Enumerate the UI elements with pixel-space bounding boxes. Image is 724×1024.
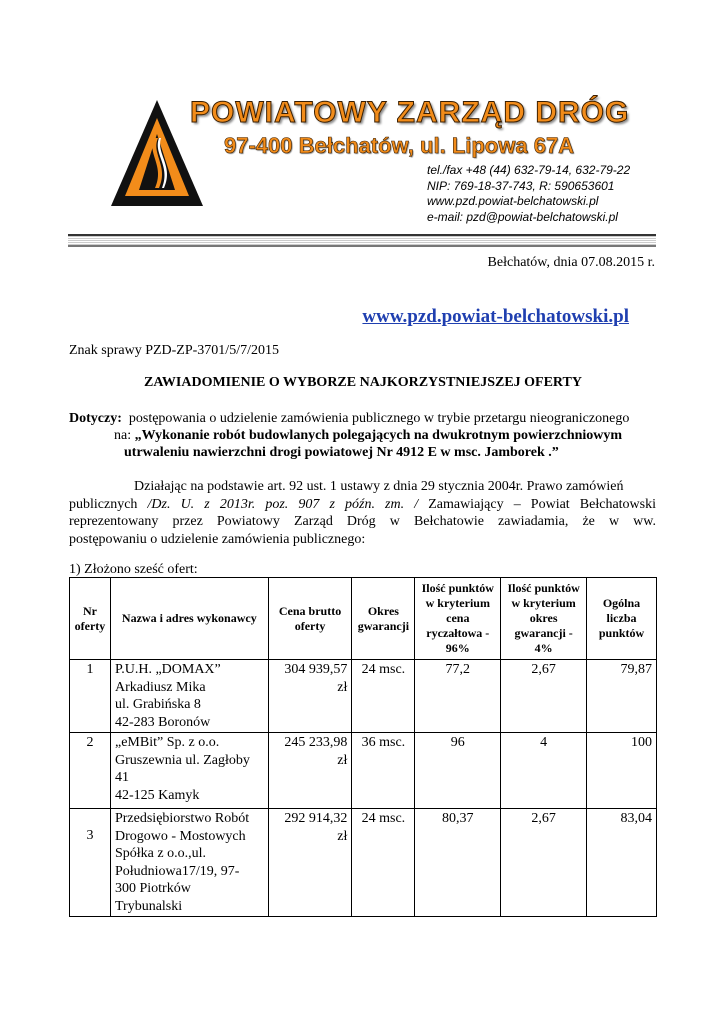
regarding-section [69,410,659,461]
contact-phone: tel./fax +48 (44) 632-79-14, 632-79-22 [427,163,631,177]
contact-email[interactable]: e-mail: pzd@powiat-belchatowski.pl [427,209,618,224]
table-row [70,733,657,809]
cell-warranty-points: 2,67 [501,809,587,917]
website-link[interactable]: www.pzd.powiat-belchatowski.pl [362,306,629,327]
header-warranty-points: Ilość punktów w kryterium okres gwarancji - 4% [501,578,587,660]
cell-nr: 2 [70,733,111,809]
header-divider [68,234,656,247]
header-total: Ogólna liczba punktów [587,578,657,660]
contact-nip: NIP: 769-18-37-743, R: 590653601 [427,178,615,193]
intro-line-3: reprezentowany przez Powiatowy Zarząd Dróg w Bełchatowie zawiadamia, że w ww. [69,514,656,529]
regarding-line-3: utrwaleniu nawierzchni drogi powiatowej Nr 4912 E w msc. Jamborek .” [124,445,559,460]
table-row [70,809,657,917]
cell-price-points: 80,37 [415,809,501,917]
cell-nr: 3 [70,809,111,917]
regarding-prefix: na: [114,428,135,443]
cell-price-points: 77,2 [415,660,501,733]
intro-line-4: postępowaniu o udzielenie zamówienia publicznego: [69,531,366,547]
header-warranty: Okres gwarancji [352,578,415,660]
cell-total: 100 [587,733,657,809]
cell-warranty-points: 2,67 [501,660,587,733]
document-title: ZAWIADOMIENIE O WYBORZE NAJKORZYSTNIEJSZEJ OFERTY [144,375,582,390]
cell-warranty: 36 msc. [352,733,415,809]
intro-paragraph [69,478,656,548]
organization-address: 97-400 Bełchatów, ul. Lipowa 67A [224,133,575,158]
cell-price: 304 939,57 zł [268,660,352,733]
header-nr: Nr oferty [70,578,111,660]
cell-price: 245 233,98 zł [268,733,352,809]
regarding-subject: „Wykonanie robót budowlanych polegających na dwukrotnym powierzchniowym [134,428,623,443]
intro-line-1: Działając na podstawie art. 92 ust. 1 ustawy z dnia 29 stycznia 2004r. Prawo zamówień [134,479,624,494]
cell-contractor: P.U.H. „DOMAX” Arkadiusz Mika ul. Grabińska 8 42-283 Boronów [110,660,268,733]
regarding-label: Dotyczy: [69,411,122,426]
regarding-text: postępowania o udzielenie zamówienia publicznego w trybie przetargu nieograniczonego [128,411,630,426]
cell-price: 292 914,32 zł [268,809,352,917]
header-name: Nazwa i adres wykonawcy [110,578,268,660]
offers-table [69,577,657,917]
cell-warranty: 24 msc. [352,660,415,733]
cell-total: 83,04 [587,809,657,917]
table-row [70,660,657,733]
cell-contractor: „eMBit” Sp. z o.o. Gruszewnia ul. Zagłoby 41 42-125 Kamyk [110,733,268,809]
case-reference: Znak sprawy PZD-ZP-3701/5/7/2015 [69,343,279,358]
contact-www[interactable]: www.pzd.powiat-belchatowski.pl [427,194,599,208]
regarding-line-2 [69,427,659,444]
intro-line-2a: publicznych [69,496,138,512]
regarding-line-1 [69,410,659,427]
header-price-points: Ilość punktów w kryterium cena ryczałtowa - 96% [415,578,501,660]
header-price: Cena brutto oferty [268,578,352,660]
cell-nr: 1 [70,660,111,733]
contact-block [427,163,630,225]
table-header-row [70,578,657,660]
intro-line-2 [69,496,656,514]
cell-warranty: 24 msc. [352,809,415,917]
intro-legal-citation: /Dz. U. z 2013r. poz. 907 z późn. zm. / [137,496,419,512]
cell-warranty-points: 4 [501,733,587,809]
cell-price-points: 96 [415,733,501,809]
offers-count: 1) Złożono sześć ofert: [69,562,198,577]
cell-contractor: Przedsiębiorstwo Robót Drogowo - Mostowych Spółka z o.o.,ul. Południowa17/19, 97- 300 Piotrków Trybunalski [110,809,268,917]
cell-total: 79,87 [587,660,657,733]
intro-line-2b: Zamawiający – Powiat Bełchatowski [418,496,656,512]
organization-name: POWIATOWY ZARZĄD DRÓG [190,96,630,129]
document-date: Bełchatów, dnia 07.08.2015 r. [487,255,655,270]
